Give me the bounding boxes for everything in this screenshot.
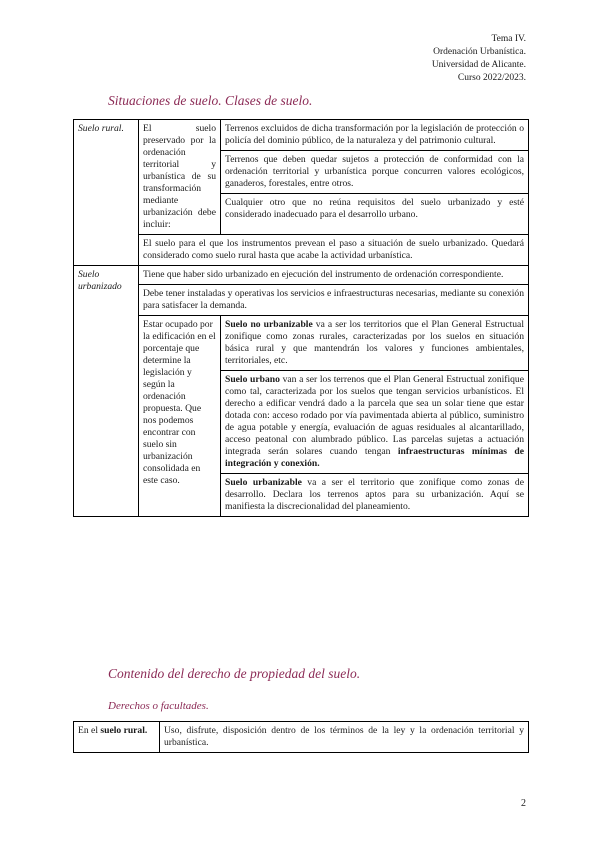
suelo-urbanizable-text: va a ser el territorio que zonifique como zonas de desarrollo. Declara los terrenos aptos para su urbanización. Aquí se manifiesta la discrecionalidad del planeamiento. [225, 477, 524, 512]
section-title-derecho-propiedad: Contenido del derecho de propiedad del suelo. [108, 666, 361, 681]
suelo-urbano-text: van a ser los terrenos que el Plan General Estructual zonifique como tal, caracterizada por los suelos que tengan servicios urbanísticos. El derecho a edificar vendrá dado a la parcela que sea un solar tiene que estar dotada con: acceso rodado por vía pavimentada abierta al público, suministro de agua potable y energía, evaluación de aguas residuales al alcantarillado, acceso peatonal con alumbrado público. Las parcelas sujetas a actuación integrada serán solares cuando tengan [225, 374, 524, 457]
table-row [74, 235, 529, 266]
urbanizado-intro: Estar ocupado por la edificación en el porcentaje que determine la legislación y según la ordenación propuesta. Que nos podemos encontrar con suelo sin urbanización consolidada en este caso. [139, 316, 221, 517]
suelo-urbano-cell [221, 371, 529, 474]
table-row [74, 722, 529, 753]
suelo-urbanizable-term: Suelo urbanizable [225, 477, 302, 488]
suelo-urbano-term: Suelo urbano [225, 374, 280, 385]
suelo-urbanizable-cell [221, 474, 529, 517]
urbanizado-label: Suelo urbanizado [74, 266, 139, 517]
table-row [74, 266, 529, 285]
subsection-title-derechos: Derechos o facultades. [108, 700, 209, 712]
derechos-label-prefix: En el [78, 725, 101, 736]
suelo-no-urbanizable-term: Suelo no urbanizable [225, 319, 313, 330]
derechos-table [73, 721, 529, 753]
rural-item-3: Cualquier otro que no reúna requisitos del suelo urbanizado y esté considerado inadecuado para el desarrollo urbano. [221, 194, 529, 235]
suelo-no-urbanizable-cell [221, 316, 529, 371]
derechos-label [74, 722, 160, 753]
rural-note: El suelo para el que los instrumentos prevean el paso a situación de suelo urbanizado. Quedará considerado como suelo rural hasta que acabe la actividad urbanística. [139, 235, 529, 266]
derechos-text: Uso, disfrute, disposición dentro de los términos de la ley y la ordenación territorial y urbanística. [160, 722, 529, 753]
page-header [432, 33, 526, 85]
clases-suelo-table [73, 119, 529, 517]
header-course: Curso 2022/2023. [457, 73, 526, 83]
header-topic: Tema IV. [491, 34, 526, 44]
urbanizado-req-2: Debe tener instaladas y operativas los servicios e infraestructuras necesarias, mediante su conexión para satisfacer la demanda. [139, 285, 529, 316]
suelo-urbano-term-infra: infraestructuras mínimas de integración y conexión. [225, 446, 524, 469]
header-subject: Ordenación Urbanística. [433, 47, 526, 57]
derechos-label-bold: suelo rural. [100, 725, 148, 736]
rural-item-1: Terrenos excluidos de dicha transformación por la legislación de protección o policía del dominio público, de la naturaleza y del patrimonio cultural. [221, 120, 529, 151]
rural-label: Suelo rural. [74, 120, 139, 266]
section-title-clases-suelo: Situaciones de suelo. Clases de suelo. [108, 93, 313, 108]
suelo-no-urbanizable-text: va a ser los territorios que el Plan General Estructual zonifique como zonas rurales, caracterizadas por los suelos en situación básica rural y que mantendrán los valores y funciones ambientales, territoriales, etc. [225, 319, 524, 366]
urbanizado-req-1: Tiene que haber sido urbanizado en ejecución del instrumento de ordenación correspondiente. [139, 266, 529, 285]
rural-item-2: Terrenos que deben quedar sujetos a protección de conformidad con la ordenación territorial y urbanística porque concurren valores ecológicos, ganaderos, forestales, entre otros. [221, 151, 529, 194]
rural-intro: El suelo preservado por la ordenación territorial y urbanística de su transformación mediante urbanización debe incluir: [139, 120, 221, 235]
page-number: 2 [521, 798, 526, 809]
header-university: Universidad de Alicante. [431, 60, 526, 70]
table-row [74, 316, 529, 371]
table-row [74, 120, 529, 151]
table-row [74, 285, 529, 316]
